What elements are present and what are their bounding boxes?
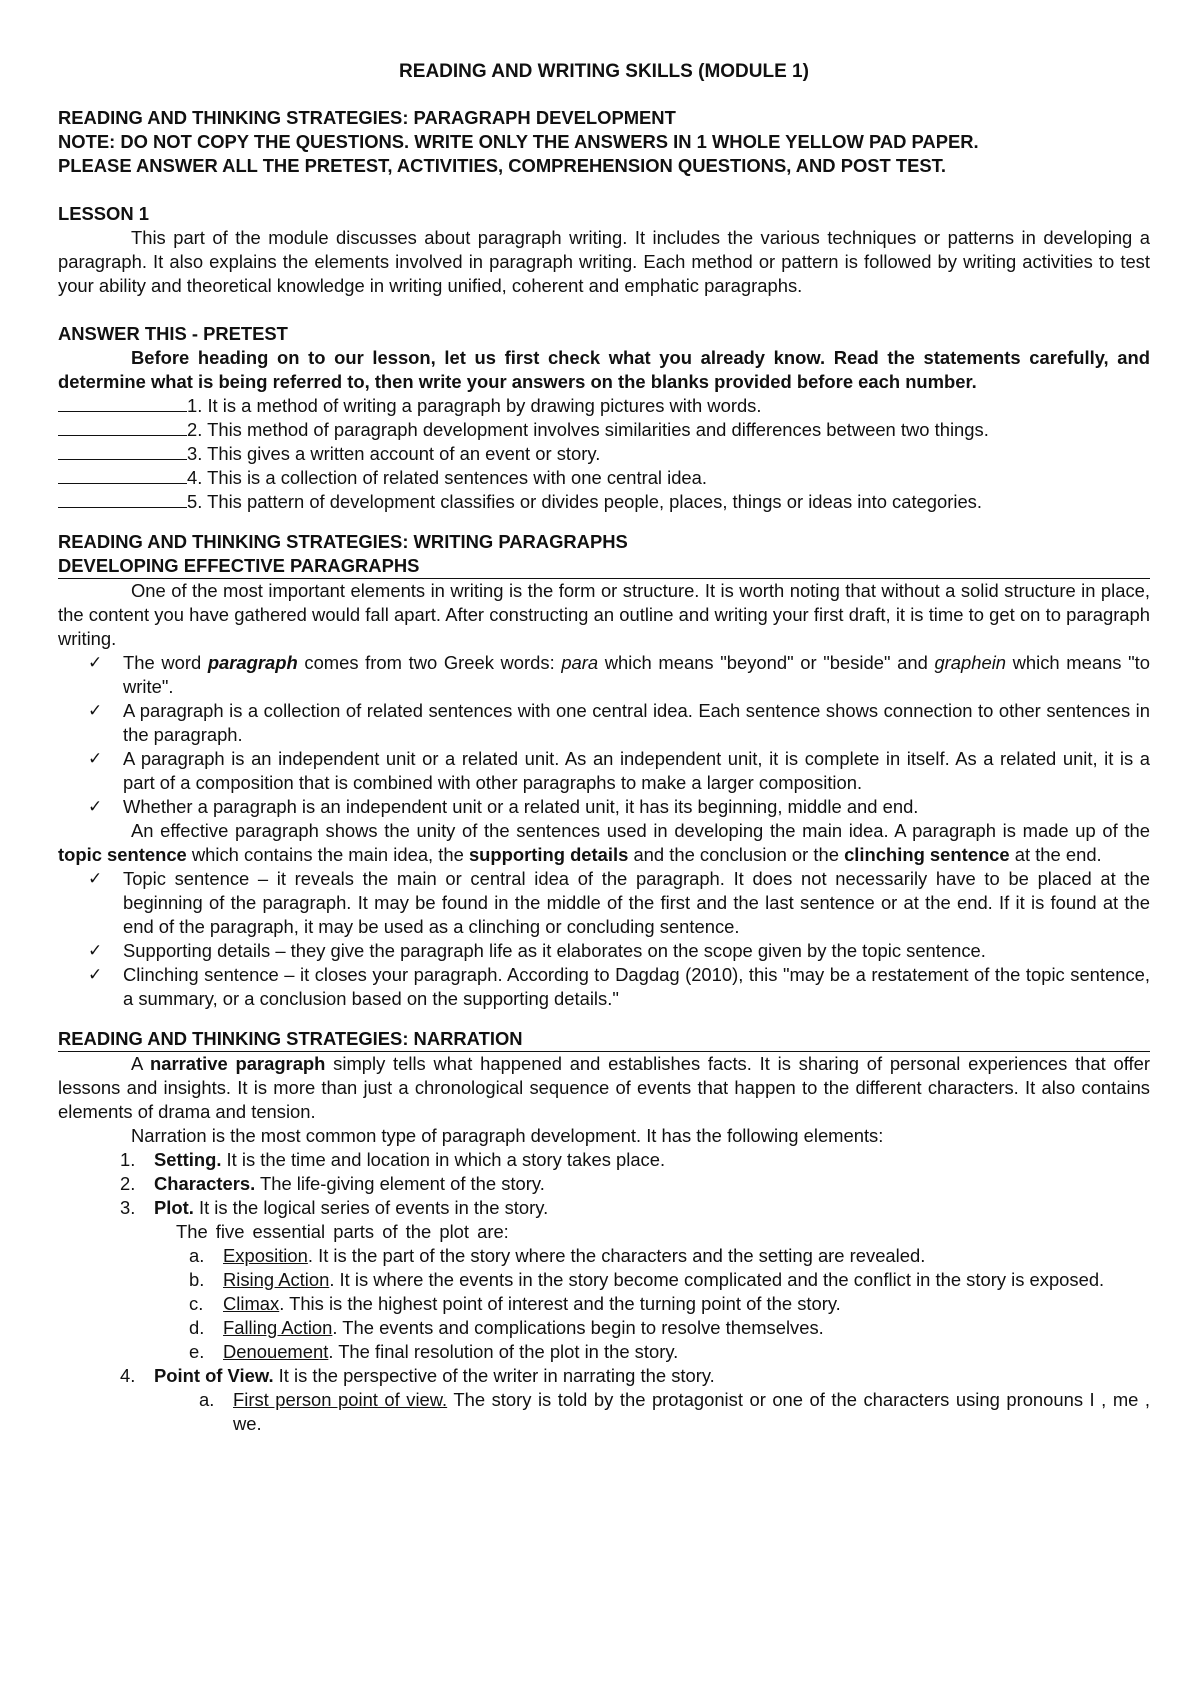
answer-blank[interactable] [58, 442, 187, 460]
note-line-2: PLEASE ANSWER ALL THE PRETEST, ACTIVITIES, COMPREHENSION QUESTIONS, AND POST TEST. [58, 155, 946, 176]
answer-blank[interactable] [58, 418, 187, 436]
checkmark-icon: ✓ [88, 701, 103, 721]
bullet-supporting-details: ✓ Supporting details – they give the paragraph life as it elaborates on the scope given by the topic sentence. [88, 940, 986, 961]
answer-blank[interactable] [58, 490, 187, 508]
plot-intro: The five essential parts of the plot are: [176, 1221, 509, 1242]
pretest-item: 4. This is a collection of related sentences with one central idea. [58, 466, 1150, 490]
bullet-collection: ✓ A paragraph is a collection of related sentences with one central idea. Each sentence shows connection to other sentences in the paragraph. [88, 700, 1150, 745]
checkmark-icon: ✓ [88, 653, 103, 673]
bullet-unit: ✓ A paragraph is an independent unit or a related unit. As an independent unit, it is complete in itself. As a related unit, it is a part of a composition that is combined with other paragraphs to make a larger composition. [88, 748, 1150, 793]
effective-paragraph-text: An effective paragraph shows the unity of the sentences used in developing the main idea. A paragraph is made up of the topic sentence which contains the main idea, the supporting details and the conclusion or the clinching sentence at the end. [58, 820, 1150, 865]
section-heading-paragraph-development: READING AND THINKING STRATEGIES: PARAGRAPH DEVELOPMENT [58, 107, 676, 128]
section-heading-writing-paragraphs: READING AND THINKING STRATEGIES: WRITING PARAGRAPHS [58, 531, 628, 552]
writing-intro-paragraph: One of the most important elements in writing is the form or structure. It is worth noting that without a solid structure in place, the content you have gathered would fall apart. After constructing an outline and writing your first draft, it is time to get on to paragraph writing. [58, 580, 1150, 649]
section-heading-narration: READING AND THINKING STRATEGIES: NARRATION [58, 1027, 1150, 1052]
checkmark-icon: ✓ [88, 749, 103, 769]
checkmark-icon: ✓ [88, 869, 103, 889]
bullet-beginning-middle-end: ✓ Whether a paragraph is an independent unit or a related unit, it has its beginning, middle and end. [88, 796, 919, 817]
narration-intro: Narration is the most common type of paragraph development. It has the following elements: [131, 1125, 884, 1146]
plot-part-denouement: e. Denouement. The final resolution of the plot in the story. [189, 1341, 679, 1362]
checkmark-icon: ✓ [88, 941, 103, 961]
bullet-topic-sentence: ✓ Topic sentence – it reveals the main or central idea of the paragraph. It does not necessarily have to be placed at the beginning of the paragraph. It may be found in the middle of the first and the last sentence or at the end. If it is found at the end of the paragraph, it may be used as a clinching or concluding sentence. [88, 868, 1150, 937]
lesson-heading: LESSON 1 [58, 203, 149, 224]
bullet-greek-origin: ✓ The word paragraph comes from two Greek words: para which means "beyond" or "beside" and graphein which means "to write". [88, 652, 1150, 697]
element-setting: 1. Setting. It is the time and location in which a story takes place. [120, 1149, 666, 1170]
document-title: READING AND WRITING SKILLS (MODULE 1) [399, 61, 809, 82]
answer-blank[interactable] [58, 466, 187, 484]
note-line-1: NOTE: DO NOT COPY THE QUESTIONS. WRITE ONLY THE ANSWERS IN 1 WHOLE YELLOW PAD PAPER. [58, 131, 979, 152]
bullet-clinching-sentence: ✓ Clinching sentence – it closes your paragraph. According to Dagdag (2010), this "may be a restatement of the topic sentence, a summary, or a conclusion based on the supporting details." [88, 964, 1150, 1009]
pretest-instructions: Before heading on to our lesson, let us first check what you already know. Read the statements carefully, and determine what is being referred to, then write your answers on the blanks provided before each number. [58, 347, 1150, 392]
subheading-developing-effective-paragraphs: DEVELOPING EFFECTIVE PARAGRAPHS [58, 554, 1150, 579]
plot-part-exposition: a. Exposition. It is the part of the story where the characters and the setting are revealed. [189, 1245, 926, 1266]
plot-part-rising-action: b. Rising Action. It is where the events in the story become complicated and the conflict in the story is exposed. [189, 1269, 1105, 1290]
element-point-of-view: 4. Point of View. It is the perspective of the writer in narrating the story. [120, 1365, 715, 1386]
element-characters: 2. Characters. The life-giving element of the story. [120, 1173, 545, 1194]
pretest-item: 3. This gives a written account of an event or story. [58, 442, 1150, 466]
checkmark-icon: ✓ [88, 797, 103, 817]
answer-blank[interactable] [58, 394, 187, 412]
narrative-paragraph-text: A narrative paragraph simply tells what happened and establishes facts. It is sharing of personal experiences that offer lessons and insights. It is more than just a chronological sequence of events that happen to the different characters. It also contains elements of drama and tension. [58, 1053, 1150, 1122]
element-plot: 3. Plot. It is the logical series of events in the story. [120, 1197, 549, 1218]
pretest-item: 2. This method of paragraph development involves similarities and differences between two things. [58, 418, 1150, 442]
plot-part-falling-action: d. Falling Action. The events and complications begin to resolve themselves. [189, 1317, 824, 1338]
pretest-item: 1. It is a method of writing a paragraph by drawing pictures with words. [58, 394, 1150, 418]
pretest-heading: ANSWER THIS - PRETEST [58, 323, 288, 344]
pov-first-person: a. First person point of view. The story is told by the protagonist or one of the characters using pronouns I , me , we. [199, 1389, 1150, 1434]
lesson-paragraph: This part of the module discusses about paragraph writing. It includes the various techniques or patterns in developing a paragraph. It also explains the elements involved in paragraph writing. Each method or pattern is followed by writing activities to test your ability and theoretical knowledge in writing unified, coherent and emphatic paragraphs. [58, 227, 1150, 296]
checkmark-icon: ✓ [88, 965, 103, 985]
plot-part-climax: c. Climax. This is the highest point of interest and the turning point of the story. [189, 1293, 841, 1314]
pretest-item: 5. This pattern of development classifies or divides people, places, things or ideas into categories. [58, 490, 1150, 514]
